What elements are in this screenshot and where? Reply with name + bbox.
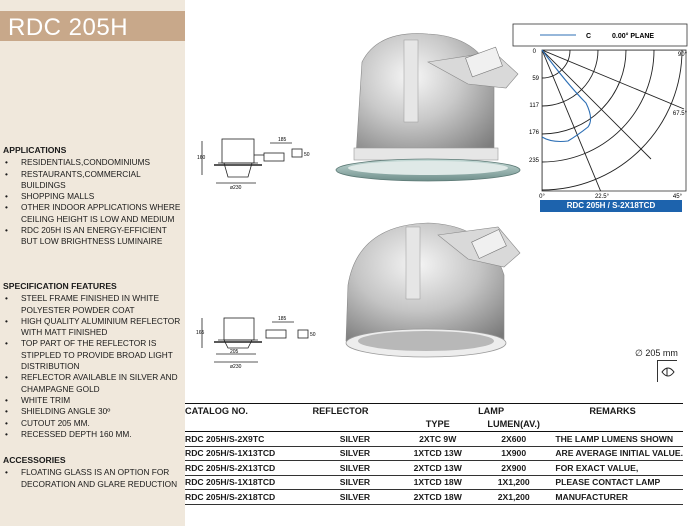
dimension-drawing-top: [194, 127, 316, 195]
accessories-section: [3, 455, 181, 490]
dimmable-icon: [657, 360, 677, 382]
cutout-value: 205 mm: [645, 348, 678, 358]
catalog-table: [185, 403, 683, 505]
list-item: • SHOPPING MALLS: [3, 191, 181, 202]
polar-caption: RDC 205H / S-2X18TCD: [540, 200, 682, 212]
cell-lumen: 1X900: [478, 446, 549, 461]
angle-label: 45°: [672, 194, 682, 200]
section-heading: APPLICATIONS: [3, 145, 67, 155]
table-row: [185, 446, 683, 461]
table-row: [185, 490, 683, 505]
cell-reflector: SILVER: [313, 461, 398, 476]
cell-reflector: SILVER: [313, 432, 398, 447]
page-title: RDC 205H: [8, 14, 129, 41]
cell-lumen: 2X600: [478, 432, 549, 447]
cell-type: 1XTCD 18W: [397, 475, 478, 490]
cell-catalog: RDC 205H/S-2X9TC: [185, 432, 313, 447]
radial-label: 59: [532, 76, 539, 82]
radial-label: 176: [528, 130, 539, 136]
table-row: [185, 475, 683, 490]
polar-distribution-diagram: [512, 23, 688, 219]
cell-lumen: 2X900: [478, 461, 549, 476]
legend-plane-label: 0.00° PLANE: [612, 33, 655, 40]
list-item: • TOP PART OF THE REFLECTOR IS STIPPLED TO PROVIDE BROAD LIGHT DISTRIBUTION: [3, 338, 181, 372]
list-item: • REFLECTOR AVAILABLE IN SILVER AND CHAMPAGNE GOLD: [3, 372, 181, 395]
list-item: • RECESSED DEPTH 160 MM.: [3, 429, 181, 440]
cell-catalog: RDC 205H/S-2X18TCD: [185, 490, 313, 505]
angle-label: 67.5°: [672, 111, 687, 117]
list-item: • OTHER INDOOR APPLICATIONS WHERE CEILING HEIGHT IS LOW AND MEDIUM: [3, 202, 181, 225]
cell-catalog: RDC 205H/S-2X13TCD: [185, 461, 313, 476]
dim-height-label: 160: [197, 155, 206, 161]
cell-lumen: 1X1,200: [478, 475, 549, 490]
dim-height-label: 165: [196, 330, 205, 336]
dim-width-label: 205: [230, 349, 239, 355]
cell-remarks: MANUFACTURER: [549, 490, 683, 505]
radial-label: 235: [528, 158, 539, 164]
header-lamp: LAMP: [478, 404, 549, 418]
list-item: • WHITE TRIM: [3, 395, 181, 406]
dimension-drawing-bottom: [194, 312, 316, 370]
radial-label: 117: [529, 103, 539, 109]
applications-section: [3, 145, 181, 248]
angle-label: 0°: [539, 194, 545, 200]
list-item: • FLOATING GLASS IS AN OPTION FOR DECORATION AND GLARE REDUCTION: [3, 467, 181, 490]
dim-box-label: 185: [278, 137, 287, 143]
list-item: • RESIDENTIALS,CONDOMINIUMS: [3, 157, 181, 168]
angle-label: 22.5°: [594, 194, 610, 200]
list-item: • CUTOUT 205 MM.: [3, 418, 181, 429]
list-item: • RDC 205H IS AN ENERGY-EFFICIENT BUT LOW BRIGHTNESS LUMINAIRE: [3, 225, 181, 248]
header-lumen: LUMEN(AV.): [478, 418, 549, 432]
cell-reflector: SILVER: [313, 446, 398, 461]
cell-type: 1XTCD 13W: [397, 446, 478, 461]
dim-small-label: 50: [304, 152, 310, 158]
cutout-dimension: [635, 348, 678, 359]
cell-type: 2XTCD 18W: [397, 490, 478, 505]
cell-remarks: THE LAMP LUMENS SHOWN: [549, 432, 683, 447]
cell-lumen: 2X1,200: [478, 490, 549, 505]
cell-type: 2XTC 9W: [397, 432, 478, 447]
diameter-symbol: ∅: [635, 348, 643, 358]
dim-width-label: ø230: [230, 185, 242, 191]
header-remarks: REMARKS: [549, 404, 683, 418]
cell-reflector: SILVER: [313, 490, 398, 505]
list-item: • HIGH QUALITY ALUMINIUM REFLECTOR WITH MATT FINISHED: [3, 316, 181, 339]
sidebar-panel: [0, 0, 185, 526]
header-catalog: CATALOG NO.: [185, 404, 313, 418]
specification-section: [3, 281, 181, 440]
cell-remarks: ARE AVERAGE INITIAL VALUE.: [549, 446, 683, 461]
legend-c-label: C: [586, 33, 592, 40]
dim-small-label: 50: [310, 332, 316, 338]
table-row: [185, 432, 683, 447]
radial-label: 0: [532, 49, 536, 55]
product-photo-with-glass: [318, 22, 530, 186]
angle-label: 90°: [677, 52, 687, 58]
cell-remarks: FOR EXACT VALUE,: [549, 461, 683, 476]
section-heading: ACCESSORIES: [3, 455, 66, 465]
header-reflector: REFLECTOR: [313, 404, 398, 418]
product-photo-without-glass: [318, 215, 530, 363]
header-type: TYPE: [397, 418, 478, 432]
section-heading: SPECIFICATION FEATURES: [3, 281, 117, 291]
list-item: • STEEL FRAME FINISHED IN WHITE POLYESTER POWDER COAT: [3, 293, 181, 316]
dim-outer-label: ø230: [230, 364, 242, 370]
list-item: • SHIELDING ANGLE 30º: [3, 406, 181, 417]
table-row: [185, 461, 683, 476]
dim-box-label: 185: [278, 316, 287, 322]
cell-remarks: PLEASE CONTACT LAMP: [549, 475, 683, 490]
cell-catalog: RDC 205H/S-1X13TCD: [185, 446, 313, 461]
list-item: • RESTAURANTS,COMMERCIAL BUILDINGS: [3, 169, 181, 192]
cell-reflector: SILVER: [313, 475, 398, 490]
cell-type: 2XTCD 13W: [397, 461, 478, 476]
cell-catalog: RDC 205H/S-1X18TCD: [185, 475, 313, 490]
